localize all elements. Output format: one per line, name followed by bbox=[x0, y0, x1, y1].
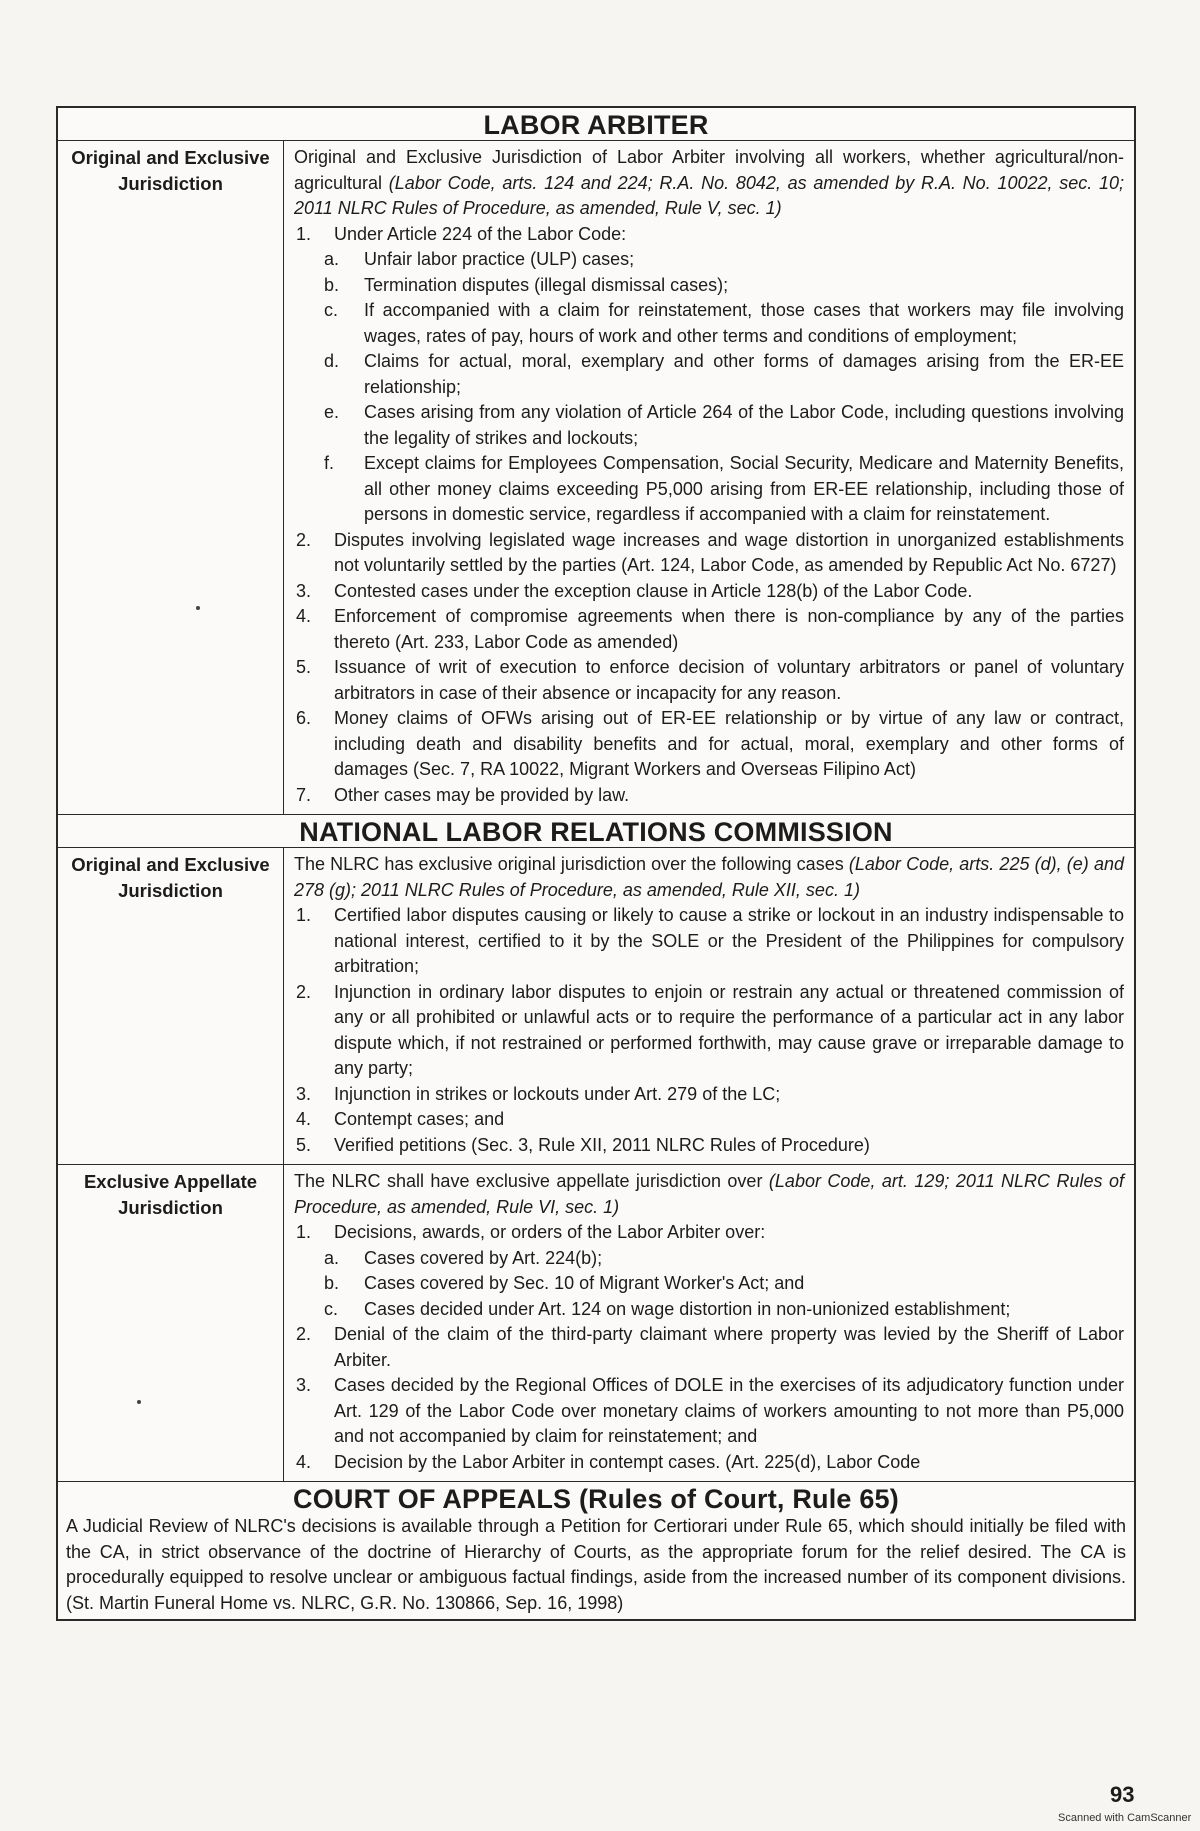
list-item bbox=[294, 1107, 1124, 1133]
item-text: Money claims of OFWs arising out of ER-EE relationship or by virtue of any law or contract, including death and disability benefits and for actual, moral, exemplary and other forms of damages (Sec. 7, RA 10022, Migrant Workers and Overseas Filipino Act) bbox=[334, 708, 1124, 779]
item-number: 2. bbox=[296, 981, 312, 1002]
nlrc-original-label: Original and Exclusive Jurisdiction bbox=[58, 848, 284, 1164]
sub-item-letter: b. bbox=[324, 274, 340, 295]
list-item bbox=[294, 528, 1124, 579]
list-item bbox=[294, 1220, 1124, 1322]
item-body bbox=[334, 1107, 1124, 1133]
intro-citation: (Labor Code, arts. 124 and 224; R.A. No. 8042, as amended by R.A. No. 10022, sec. 10; 2011 NLRC Rules of Procedure, as amended, Rule V, sec. 1) bbox=[294, 172, 1124, 218]
court-of-appeals-heading: COURT OF APPEALS (Rules of Court, Rule 65) bbox=[293, 1484, 899, 1514]
labor-arbiter-heading: LABOR ARBITER bbox=[58, 108, 1134, 141]
labor-arbiter-content bbox=[284, 141, 1134, 814]
sub-list-item bbox=[324, 1271, 1124, 1297]
item-body bbox=[334, 706, 1124, 783]
sub-list-item bbox=[324, 273, 1124, 299]
sub-list bbox=[324, 1246, 1124, 1323]
item-number: 3. bbox=[296, 1375, 312, 1395]
sub-item-text: Claims for actual, moral, exemplary and other forms of damages arising from the ER-EE relationship; bbox=[364, 351, 1124, 397]
item-number: 4. bbox=[296, 1451, 312, 1472]
nlrc-original-content bbox=[284, 848, 1134, 1164]
jurisdiction-table bbox=[56, 106, 1136, 1621]
list-item bbox=[294, 1133, 1124, 1159]
item-text: Contested cases under the exception clause in Article 128(b) of the Labor Code. bbox=[334, 580, 973, 601]
list-item bbox=[294, 706, 1124, 783]
item-body bbox=[334, 579, 1124, 605]
sub-item-text: If accompanied with a claim for reinstatement, those cases that workers may file involving wages, rates of pay, hours of work and other terms and conditions of employment; bbox=[364, 300, 1124, 346]
item-text: Decision by the Labor Arbiter in contempt cases. (Art. 225(d), Labor Code bbox=[334, 1451, 921, 1472]
item-body bbox=[324, 222, 1124, 528]
intro-text: The NLRC shall have exclusive appellate jurisdiction over bbox=[294, 1171, 763, 1191]
item-body bbox=[324, 1220, 1124, 1322]
nlrc-appellate-label: Exclusive Appellate Jurisdiction bbox=[58, 1165, 284, 1481]
nlrc-original-row bbox=[58, 848, 1134, 1165]
item-text: Under Article 224 of the Labor Code: bbox=[334, 223, 627, 244]
item-body bbox=[334, 903, 1124, 980]
nlrc-appellate-list bbox=[294, 1220, 1124, 1475]
item-text: Decisions, awards, or orders of the Labor Arbiter over: bbox=[334, 1222, 766, 1242]
item-text: Enforcement of compromise agreements when there is non-compliance by any of the parties thereto (Art. 233, Labor Code as amended) bbox=[334, 606, 1124, 652]
item-text: Disputes involving legislated wage increases and wage distortion in unorganized establishments not voluntarily settled by the parties (Art. 124, Labor Code, as amended by Republic Act No. 6727) bbox=[334, 529, 1124, 575]
scan-speck bbox=[137, 1400, 141, 1404]
item-number: 4. bbox=[296, 1109, 312, 1129]
intro-text: The NLRC has exclusive original jurisdiction over the following cases bbox=[294, 854, 844, 874]
scanner-watermark: Scanned with CamScanner bbox=[1058, 1812, 1192, 1824]
item-body bbox=[334, 1322, 1124, 1373]
item-body bbox=[334, 655, 1124, 706]
item-text: Cases decided by the Regional Offices of DOLE in the exercises of its adjudicatory function under Art. 129 of the Labor Code over monetary claims of workers amounting to not more than P5,000 and not accompanied by claim for reinstatement; and bbox=[334, 1375, 1124, 1446]
list-item bbox=[294, 903, 1124, 980]
item-number: 3. bbox=[296, 580, 312, 601]
item-number: 6. bbox=[296, 708, 312, 728]
item-number: 3. bbox=[296, 1083, 312, 1104]
sub-item-letter: b. bbox=[324, 1273, 340, 1293]
sub-item-letter: a. bbox=[324, 1247, 340, 1268]
item-text: Denial of the claim of the third-party claimant where property was levied by the Sheriff of Labor Arbiter. bbox=[334, 1324, 1124, 1370]
intro-citation: (Labor Code, art. 129; 2011 NLRC Rules of Procedure, as amended, Rule VI, sec. 1) bbox=[294, 1171, 1124, 1217]
item-number: 2. bbox=[296, 529, 312, 550]
list-item bbox=[294, 604, 1124, 655]
sub-list-item bbox=[324, 1297, 1124, 1323]
sub-item-text: Cases arising from any violation of Article 264 of the Labor Code, including questions involving the legality of strikes and lockouts; bbox=[364, 402, 1124, 448]
item-text: Issuance of writ of execution to enforce decision of voluntary arbitrators or panel of voluntary arbitrators in case of their absence or incapacity for any reason. bbox=[334, 657, 1124, 703]
list-item bbox=[294, 1322, 1124, 1373]
item-body bbox=[334, 980, 1124, 1082]
item-number: 1. bbox=[296, 1222, 312, 1242]
intro-citation: (Labor Code, arts. 225 (d), (e) and 278 (g); 2011 NLRC Rules of Procedure, as amended, Rule XII, sec. 1) bbox=[294, 854, 1124, 900]
nlrc-appellate-row bbox=[58, 1165, 1134, 1482]
sub-list-item bbox=[324, 349, 1124, 400]
item-number: 7. bbox=[296, 784, 312, 805]
list-item bbox=[294, 222, 1124, 528]
list-item bbox=[294, 579, 1124, 605]
sub-item-text: Cases covered by Sec. 10 of Migrant Worker's Act; and bbox=[364, 1273, 805, 1293]
sub-list-item bbox=[324, 451, 1124, 528]
list-item bbox=[294, 1082, 1124, 1108]
item-number: 1. bbox=[296, 905, 312, 925]
sub-item-text: Termination disputes (illegal dismissal cases); bbox=[364, 274, 729, 295]
item-body bbox=[334, 783, 1124, 809]
item-text: Certified labor disputes causing or likely to cause a strike or lockout in an industry indispensable to national interest, certified to it by the SOLE or the President of the Philippines for compulsory arbitration; bbox=[334, 905, 1124, 976]
sub-item-letter: a. bbox=[324, 249, 340, 269]
item-number: 5. bbox=[296, 1134, 312, 1155]
item-body bbox=[334, 1082, 1124, 1108]
item-number: 5. bbox=[296, 657, 312, 677]
scan-speck bbox=[196, 606, 200, 610]
nlrc-heading: NATIONAL LABOR RELATIONS COMMISSION bbox=[58, 815, 1134, 848]
list-item bbox=[294, 980, 1124, 1082]
sub-item-letter: d. bbox=[324, 351, 340, 371]
item-body bbox=[334, 1133, 1124, 1159]
sub-list-item bbox=[324, 247, 1124, 273]
list-item bbox=[294, 655, 1124, 706]
labor-arbiter-list bbox=[294, 222, 1124, 809]
sub-list-item bbox=[324, 298, 1124, 349]
sub-list bbox=[324, 247, 1124, 528]
nlrc-appellate-intro bbox=[294, 1169, 1124, 1220]
item-text: Injunction in ordinary labor disputes to enjoin or restrain any actual or threatened commission of any or all prohibited or unlawful acts or to require the performance of a particular act in any labor dispute which, if not restrained or performed forthwith, may cause grave or irreparable damage to any party; bbox=[334, 981, 1124, 1078]
labor-arbiter-label: Original and Exclusive Jurisdiction bbox=[58, 141, 284, 814]
list-item bbox=[294, 1450, 1124, 1476]
sub-list-item bbox=[324, 1246, 1124, 1272]
item-number: 4. bbox=[296, 606, 312, 626]
item-body bbox=[334, 1450, 1124, 1476]
item-number: 1. bbox=[296, 223, 312, 244]
list-item bbox=[294, 1373, 1124, 1450]
sub-list-item bbox=[324, 400, 1124, 451]
item-body bbox=[334, 604, 1124, 655]
nlrc-original-list bbox=[294, 903, 1124, 1158]
item-number: 2. bbox=[296, 1324, 312, 1344]
item-text: Verified petitions (Sec. 3, Rule XII, 2011 NLRC Rules of Procedure) bbox=[334, 1134, 870, 1155]
labor-arbiter-intro bbox=[294, 145, 1124, 222]
sub-item-text: Cases covered by Art. 224(b); bbox=[364, 1247, 603, 1268]
item-body bbox=[334, 1373, 1124, 1450]
sub-item-letter: c. bbox=[324, 1298, 339, 1319]
item-text: Other cases may be provided by law. bbox=[334, 784, 630, 805]
nlrc-appellate-content bbox=[284, 1165, 1134, 1481]
item-text: Contempt cases; and bbox=[334, 1109, 505, 1129]
sub-item-letter: f. bbox=[324, 453, 335, 473]
sub-item-text: Unfair labor practice (ULP) cases; bbox=[364, 249, 635, 269]
item-text: Injunction in strikes or lockouts under Art. 279 of the LC; bbox=[334, 1083, 781, 1104]
item-body bbox=[334, 528, 1124, 579]
sub-item-letter: c. bbox=[324, 300, 339, 320]
court-of-appeals-body: A Judicial Review of NLRC's decisions is available through a Petition for Certiorari under Rule 65, which should initially be filed with the CA, in strict observance of the doctrine of Hierarchy of Courts, as the appropriate forum for the relief desired. The CA is procedurally equipped to resolve unclear or ambiguous factual findings, aside from the increased number of its component divisions. (St. Martin Funeral Home vs. NLRC, G.R. No. 130866, Sep. 16, 1998) bbox=[66, 1516, 1126, 1613]
nlrc-original-intro bbox=[294, 852, 1124, 903]
sub-item-text: Cases decided under Art. 124 on wage distortion in non-unionized establishment; bbox=[364, 1298, 1011, 1319]
page-number: 93 bbox=[1110, 1782, 1135, 1807]
sub-item-letter: e. bbox=[324, 402, 340, 422]
labor-arbiter-row bbox=[58, 141, 1134, 815]
intro-text: Original and Exclusive Jurisdiction of Labor Arbiter involving all workers, whether agricultural/non-agricultural bbox=[294, 147, 1124, 193]
list-item bbox=[294, 783, 1124, 809]
sub-item-text: Except claims for Employees Compensation, Social Security, Medicare and Maternity Benefits, all other money claims exceeding P5,000 arising from ER-EE relationship, including those of persons in domestic service, regardless if accompanied with a claim for reinstatement. bbox=[364, 453, 1124, 524]
